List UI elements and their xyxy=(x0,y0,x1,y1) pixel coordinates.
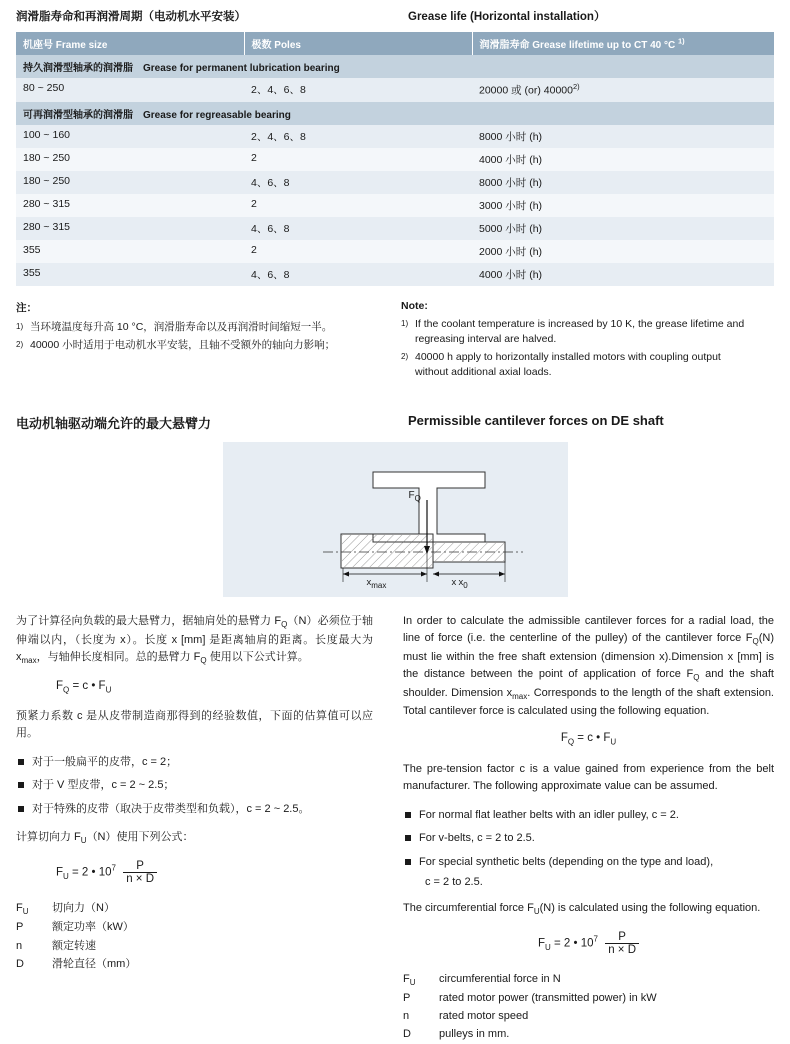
cn-bullet-list xyxy=(16,754,373,818)
legend-symbol: D xyxy=(16,957,24,970)
bullet-icon xyxy=(405,812,411,818)
col-header-grease-lifetime: 润滑脂寿命 Grease lifetime up to CT 40 °C $^{1)}$ xyxy=(472,32,774,55)
legend-text: rated motor power (transmitted power) in kW xyxy=(439,992,657,1005)
note-text: 当环境温度每升高 10 °C，润滑脂寿命以及再润滑时间缩短一半。 xyxy=(30,320,333,333)
legend-row xyxy=(16,955,373,973)
en-equation-2-fraction: $\frac{P}{n \times D}$ xyxy=(605,931,639,956)
table-row xyxy=(16,78,774,102)
notes-en-title: Note: xyxy=(401,299,428,312)
cell-poles: 4、6、8 xyxy=(244,171,472,194)
cantilever-force-diagram xyxy=(223,442,568,597)
legend-symbol: P xyxy=(16,921,24,934)
cell-grease-lifetime: 4000 小时 (h) xyxy=(472,263,774,286)
notes-en xyxy=(395,300,774,384)
legend-symbol: P xyxy=(403,992,411,1005)
bullet-icon xyxy=(18,759,24,765)
cell-frame-size: 280 ~ 315 xyxy=(16,194,244,217)
column-english xyxy=(395,613,774,1043)
legend-text: rated motor speed xyxy=(439,1010,529,1023)
notes-cn-title: 注： xyxy=(16,301,37,314)
en-legend xyxy=(403,970,774,1044)
column-chinese xyxy=(16,613,395,1043)
cell-grease-lifetime: 2000 小时 (h) xyxy=(472,240,774,263)
list-item: 对于一般扁平的皮带，c = 2； xyxy=(16,754,373,771)
cell-grease-lifetime: 3000 小时 (h) xyxy=(472,194,774,217)
note-item xyxy=(401,350,756,380)
note-text: 40000 h apply to horizontally installed motors with coupling output without additional axial loads. xyxy=(415,350,721,379)
legend-row xyxy=(16,937,373,955)
figure-label-x0: $x_0$ xyxy=(458,577,468,591)
table-header-row xyxy=(16,32,774,55)
en-equation-1: $F_Q = c$ • $F_U$ xyxy=(560,732,617,747)
note-text: 40000 小时适用于电动机水平安装，且轴不受额外的轴向力影响； xyxy=(30,338,336,351)
en-paragraph-2: The pre-tension factor c is a value gained from experience from the belt manufacturer. The following approximate value can be assumed. xyxy=(403,762,774,792)
cell-frame-size: 180 ~ 250 xyxy=(16,171,244,194)
table-row xyxy=(16,194,774,217)
legend-symbol: $F_U$ xyxy=(403,972,416,987)
col-header-frame-size: 机座号 Frame size xyxy=(16,32,244,55)
note-marker: 2) xyxy=(401,351,409,361)
legend-row xyxy=(403,970,774,989)
table-row xyxy=(16,125,774,148)
list-item: 对于特殊的皮带（取决于皮带类型和负载），c = 2 ~ 2.5。 xyxy=(16,801,373,818)
figure-wrap xyxy=(16,442,774,597)
cell-poles: 2 xyxy=(244,240,472,263)
legend-text: 滑轮直径（mm） xyxy=(52,957,137,970)
cn-equation-1: $F_Q = c$ • $F_U$ xyxy=(56,679,112,694)
cell-poles: 2、4、6、8 xyxy=(244,78,472,102)
cell-grease-lifetime: 20000 或 (or) 40000$^{2)}$ xyxy=(472,78,774,102)
group-label-regreasable: 可再润滑型轴承的润滑脂 Grease for regreasable bearing xyxy=(16,102,774,125)
table-group-regreasable xyxy=(16,102,774,125)
cell-poles: 4、6、8 xyxy=(244,263,472,286)
list-item: For normal flat leather belts with an idler pulley, c = 2. xyxy=(403,807,774,824)
table-row xyxy=(16,171,774,194)
figure-label-fq: $F_Q$ xyxy=(408,490,421,504)
section2-headings xyxy=(16,413,774,432)
en-bullet-list xyxy=(403,807,774,871)
bullet-icon xyxy=(18,782,24,788)
note-item xyxy=(16,338,377,353)
legend-symbol: D xyxy=(403,1028,411,1041)
shaft-diagram-svg xyxy=(223,442,568,597)
figure-label-x: x xyxy=(451,577,457,589)
table-row xyxy=(16,148,774,171)
section1-headings xyxy=(16,0,774,30)
cell-poles: 2、4、6、8 xyxy=(244,125,472,148)
cn-legend xyxy=(16,899,373,973)
cell-frame-size: 355 xyxy=(16,240,244,263)
cn-equation-2-fraction: $\frac{P}{n \times D}$ xyxy=(123,860,157,885)
bullet-icon xyxy=(405,835,411,841)
legend-row xyxy=(403,1007,774,1025)
cn-paragraph-1: 为了计算径向负载的最大悬臂力，据轴肩处的悬臂力 $F_Q(N)$必须位于轴伸端以内，（长度为 x）。长度 x [mm] 是距离轴肩的距离。长度最大为 $x_{max}$，与轴伸长度相同。总的悬臂力 $F_Q$ 使用以下公式计算。 xyxy=(16,615,373,666)
cell-frame-size: 180 ~ 250 xyxy=(16,148,244,171)
note-item xyxy=(401,317,756,347)
table-group-permanent xyxy=(16,55,774,78)
cell-frame-size: 80 ~ 250 xyxy=(16,78,244,102)
legend-symbol: n xyxy=(403,1010,410,1023)
figure-label-xmax: $x_{max}$ xyxy=(366,577,387,591)
legend-text: 额定功率（kW） xyxy=(52,921,134,934)
en-bullet-3-continuation: c = 2 to 2.5. xyxy=(425,876,483,889)
list-item: 对于 V 型皮带，c = 2 ~ 2.5； xyxy=(16,777,373,794)
cn-equation-2: $F_U = 2$ • $10^7$ $\frac{P}{n \times D}$ xyxy=(16,860,373,885)
cell-poles: 2 xyxy=(244,148,472,171)
legend-row xyxy=(403,1025,774,1043)
cell-frame-size: 355 xyxy=(16,263,244,286)
section2-title-cn: 电动机轴驱动端允许的最大悬臂力 xyxy=(16,416,212,432)
cn-paragraph-2: 预紧力系数 c 是从皮带制造商那得到的经验数值，下面的估算值可以应用。 xyxy=(16,709,373,739)
table-row xyxy=(16,263,774,286)
section1-title-cn: 润滑脂寿命和再润滑周期（电动机水平安装） xyxy=(16,11,246,23)
table-row xyxy=(16,240,774,263)
legend-symbol: $F_U$ xyxy=(16,902,29,917)
bullet-icon xyxy=(405,859,411,865)
grease-life-table xyxy=(16,32,774,286)
legend-text: 额定转速 xyxy=(52,939,96,952)
cell-frame-size: 280 ~ 315 xyxy=(16,217,244,240)
en-paragraph-1: In order to calculate the admissible cantilever forces for a radial load, the line of force (i.e. the centerline of the pulley) of the cantilever force $F_Q(N)$ must lie within the free shaft extension (dimension x).Dimension x [mm] is the distance between the point of application of force $F_Q$ and the shaft shoulder. Dimension $x_{max}$. Corresponds to the length of the shaft extension. Total cantilever force is calculated using the following equation. xyxy=(403,615,774,718)
legend-text: circumferential force in N xyxy=(439,972,561,985)
notes-cn xyxy=(16,300,395,384)
legend-symbol: n xyxy=(16,939,23,952)
note-marker: 1) xyxy=(16,321,24,331)
group-label-permanent: 持久润滑型轴承的润滑脂 Grease for permanent lubrication bearing xyxy=(16,55,774,78)
cell-grease-lifetime: 4000 小时 (h) xyxy=(472,148,774,171)
cell-grease-lifetime: 8000 小时 (h) xyxy=(472,171,774,194)
cell-poles: 2 xyxy=(244,194,472,217)
cell-poles: 4、6、8 xyxy=(244,217,472,240)
note-marker: 2) xyxy=(16,339,24,349)
legend-row xyxy=(16,918,373,936)
bullet-icon xyxy=(18,806,24,812)
note-marker: 1) xyxy=(401,318,409,328)
legend-text: pulleys in mm. xyxy=(439,1028,510,1041)
legend-text: 切向力（N） xyxy=(52,902,115,915)
section1-title-en: Grease life (Horizontal installation） xyxy=(408,11,606,23)
note-item xyxy=(16,320,377,335)
col-header-poles: 极数 Poles xyxy=(244,32,472,55)
table-row xyxy=(16,217,774,240)
body-columns xyxy=(16,613,774,1043)
en-paragraph-3: The circumferential force $F_U(N)$ is calculated using the following equation. xyxy=(403,902,761,917)
list-item: For v-belts, c = 2 to 2.5. xyxy=(403,830,774,847)
notes-block xyxy=(16,300,774,384)
section2-title-en: Permissible cantilever forces on DE shaft xyxy=(408,413,664,429)
cn-paragraph-3: 计算切向力 $F_U(N)$使用下列公式： xyxy=(16,831,194,846)
en-equation-2: $F_U = 2$ • $10^7$ $\frac{P}{n \times D}$ xyxy=(403,931,774,956)
legend-row xyxy=(403,989,774,1007)
list-item: For special synthetic belts (depending on the type and load), xyxy=(403,854,774,871)
cell-grease-lifetime: 5000 小时 (h) xyxy=(472,217,774,240)
cell-frame-size: 100 ~ 160 xyxy=(16,125,244,148)
legend-row xyxy=(16,899,373,918)
col-header-footnote-mark: 1) xyxy=(677,36,685,46)
note-text: If the coolant temperature is increased by 10 K, the grease lifetime and regreasing interval are halved. xyxy=(415,317,745,345)
cell-grease-lifetime: 8000 小时 (h) xyxy=(472,125,774,148)
